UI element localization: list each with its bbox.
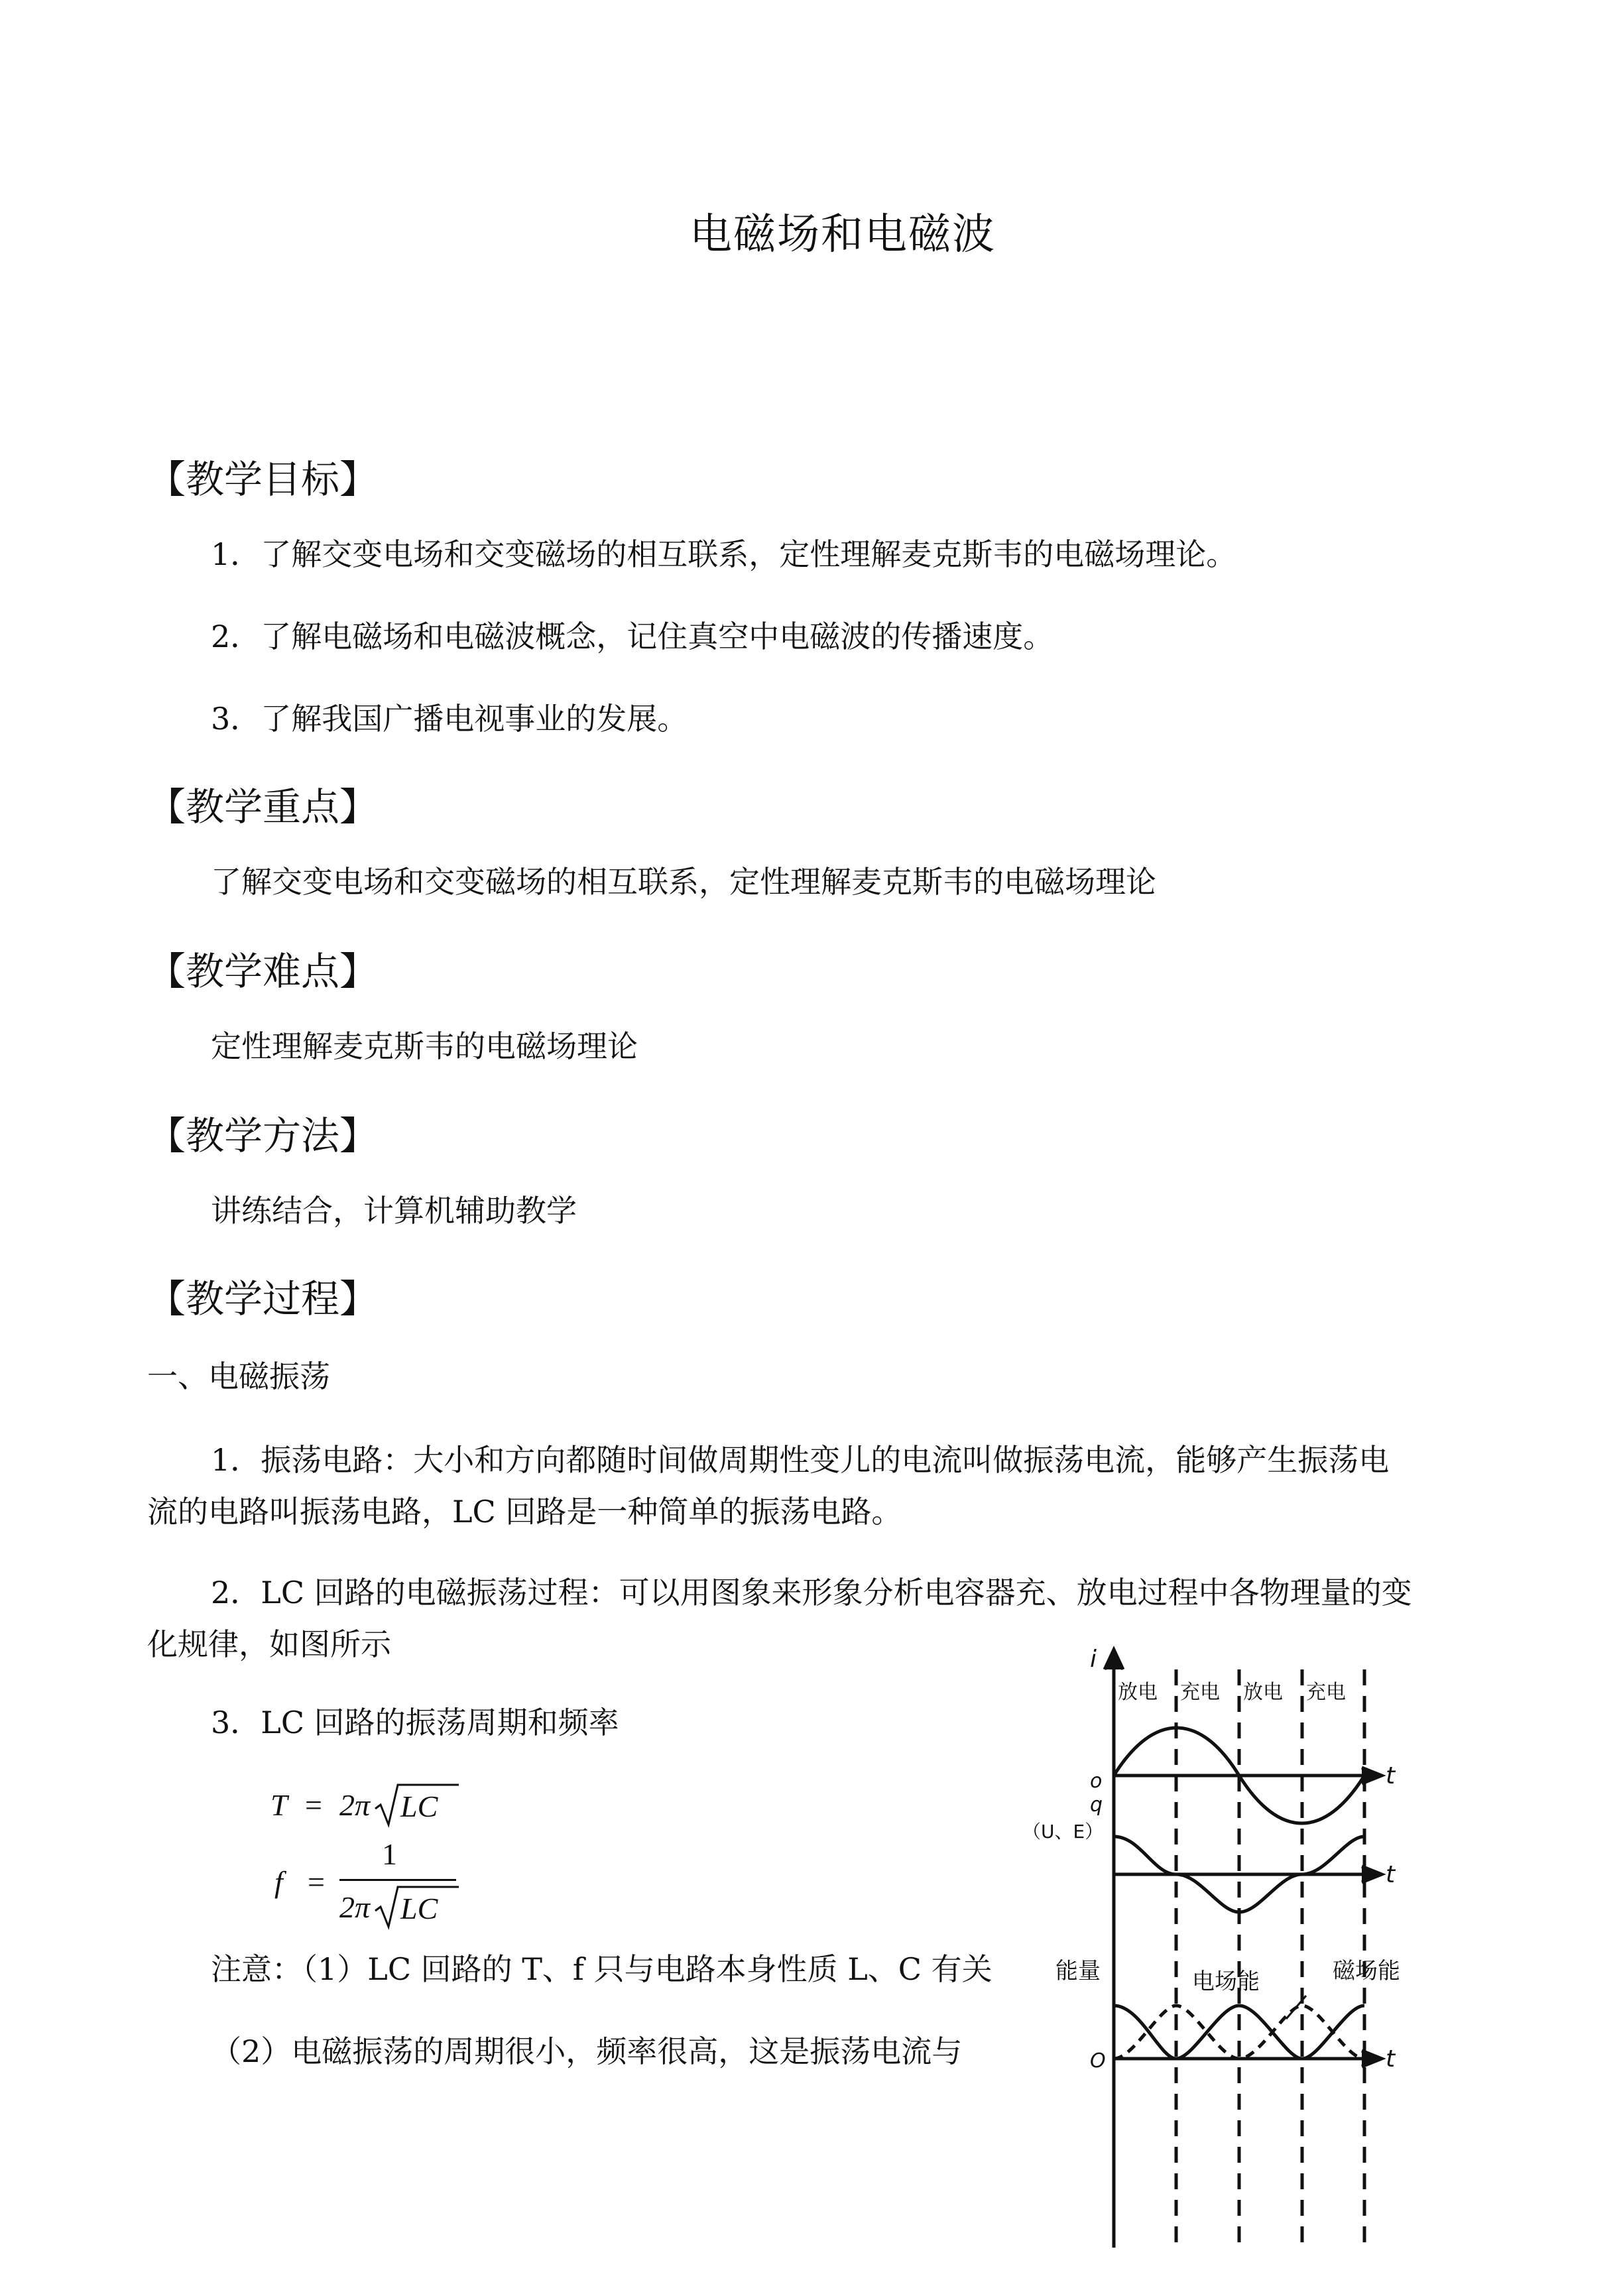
axis-label-t: t <box>1386 2045 1396 2073</box>
formula-f-coef: 2π <box>339 1890 371 1924</box>
section-subheading: 一、电磁振荡 <box>147 1359 330 1394</box>
fraction-bar <box>339 1879 456 1881</box>
origin-label-O: O <box>1090 2049 1106 2073</box>
methods-heading: 【教学方法】 <box>147 1113 379 1158</box>
formula-f-radicand: LC <box>400 1892 438 1925</box>
phase-label: 充电 <box>1180 1681 1220 1704</box>
phase-label: 放电 <box>1118 1681 1158 1704</box>
objective-item-3: 3．了解我国广播电视事业的发展。 <box>211 701 688 737</box>
key-points-heading: 【教学重点】 <box>147 784 379 829</box>
page-title: 电磁场和电磁波 <box>690 210 996 259</box>
lc-oscillation-figure <box>1021 1638 1419 2254</box>
key-points-text: 了解交变电场和交变磁场的相互联系，定性理解麦克斯韦的电磁场理论 <box>211 864 1156 900</box>
difficulties-text: 定性理解麦克斯韦的电磁场理论 <box>211 1028 638 1064</box>
note-2: （2）电磁振荡的周期很小，频率很高，这是振荡电流与 <box>211 2033 963 2069</box>
phase-label: 充电 <box>1306 1681 1346 1704</box>
note-1: 注意：（1）LC 回路的 T、f 只与电路本身性质 L、C 有关 <box>211 1951 992 1987</box>
paragraph-3: 3．LC 回路的振荡周期和频率 <box>211 1705 619 1740</box>
difficulties-heading: 【教学难点】 <box>147 949 379 994</box>
paragraph-1-line-2: 流的电路叫振荡电路，LC 回路是一种简单的振荡电路。 <box>147 1494 902 1530</box>
origin-label-o: o <box>1090 1770 1103 1793</box>
axis-label-t: t <box>1386 1762 1396 1789</box>
paragraph-2-line-1: 2．LC 回路的电磁振荡过程：可以用图象来形象分析电容器充、放电过程中各物理量的变 <box>211 1575 1412 1610</box>
axis-label-q: q <box>1090 1793 1103 1817</box>
axis-label-i: i <box>1090 1646 1097 1673</box>
axis-label-ue: （U、E） <box>1022 1821 1104 1843</box>
formula-f-lhs: f <box>274 1865 283 1899</box>
formula-f-eq: = <box>308 1865 325 1899</box>
phase-label: 放电 <box>1243 1681 1283 1704</box>
formula-frequency <box>270 1837 483 1929</box>
paragraph-2-line-2: 化规律，如图所示 <box>147 1626 391 1662</box>
formula-period <box>270 1782 469 1829</box>
formula-t-lhs: T <box>270 1788 288 1822</box>
objectives-heading: 【教学目标】 <box>147 457 379 502</box>
process-heading: 【教学过程】 <box>147 1276 379 1321</box>
formula-t-eq: = <box>305 1788 322 1822</box>
formula-t-radicand: LC <box>400 1789 438 1823</box>
axis-label-t: t <box>1386 1861 1396 1888</box>
formula-t-coef: 2π <box>339 1788 371 1822</box>
paragraph-1-line-1: 1．振荡电路：大小和方向都随时间做周期性变儿的电流叫做振荡电流，能够产生振荡电 <box>211 1442 1390 1478</box>
formula-f-numerator: 1 <box>382 1837 397 1871</box>
methods-text: 讲练结合，计算机辅助教学 <box>211 1193 577 1229</box>
electric-energy-label: 电场能 <box>1192 1968 1260 1995</box>
objective-item-1: 1．了解交变电场和交变磁场的相互联系，定性理解麦克斯韦的电磁场理论。 <box>211 536 1237 572</box>
objective-item-2: 2．了解电磁场和电磁波概念，记住真空中电磁波的传播速度。 <box>211 619 1054 654</box>
energy-label: 能量 <box>1055 1958 1101 1984</box>
vertical-axis-arrow <box>1105 1650 1123 1669</box>
magnetic-energy-label: 磁场能 <box>1333 1958 1400 1984</box>
